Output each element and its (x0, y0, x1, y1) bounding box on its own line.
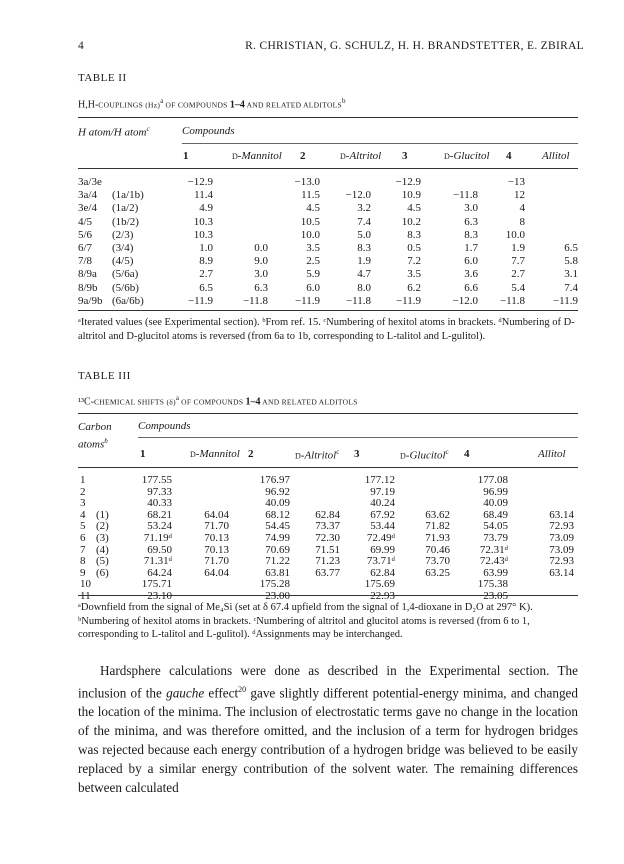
table2-cell: 1.9 (357, 255, 371, 268)
table2-title-text-3: AND RELATED ALDITOLS (244, 100, 343, 110)
table2-row-hexitol-atom: (4/5) (112, 255, 134, 268)
table3-row-atom: 5 (80, 520, 86, 533)
table2-cell: 7.7 (511, 255, 525, 268)
table3-column-header: D-Altritol$^c$ (295, 448, 340, 462)
table3-cell: 177.12 (364, 474, 395, 486)
table3-column-header: D-Glucitol$^c$ (400, 448, 449, 462)
body-paragraph-end: gave slightly different potential-energy minima, and changed the location of the minima. The inclusion of electrostatic terms gave no change in the location of the minima, and was therefore omitted, and the inclusion of a term for hydrogen bridges was rejected because each energy contribution of a hydrogen bridge was believed to be easily replaced by a similar energy contribution of the solvent water. The remaining differences between calculated (78, 685, 579, 796)
table3-row-atom: 2 (80, 485, 86, 498)
table2-cell: 7.4 (357, 215, 371, 228)
table3-cell: 68.49 (483, 508, 508, 521)
table2-cell: 4.5 (306, 202, 320, 215)
table2-row-atom: 4/5 (78, 215, 93, 228)
table3-atom-header-line2 (78, 434, 112, 452)
table3-column-header: 2 (248, 448, 254, 460)
table2-row-hexitol-atom: (1a/2) (112, 202, 139, 215)
table3-cell: 72.43ᵈ (479, 555, 508, 568)
table3-cell: 71.93 (425, 532, 450, 544)
table2-cell: 11.5 (301, 189, 320, 202)
table2-cell: 2.7 (511, 268, 525, 281)
table3-cell: 73.70 (425, 555, 450, 568)
table3-cell: 70.46 (425, 543, 450, 556)
table3-cell: 63.99 (483, 566, 508, 579)
table3-cell: 175.71 (141, 578, 172, 591)
table2-cell: 6.3 (254, 281, 268, 294)
table3-cell: 71.51 (315, 543, 340, 556)
table3-row-hexitol-atom: (2) (96, 520, 109, 533)
table3-cell: 68.21 (147, 508, 172, 521)
table3-cell: 70.69 (265, 543, 290, 556)
table2-row-hexitol-atom: (5/6b) (112, 281, 139, 294)
table3-cell: 70.13 (204, 543, 229, 556)
table3-cell: 67.92 (370, 508, 395, 521)
table2-cell: 3.6 (464, 268, 478, 281)
table3-cell: 71.23 (315, 555, 340, 568)
table2-cell: −11.8 (499, 294, 525, 307)
table2-cell: 10.9 (401, 189, 421, 202)
table2-cell: −12.0 (452, 294, 478, 307)
table3-cell: 175.28 (259, 578, 290, 591)
table3-cell: 175.38 (477, 578, 508, 591)
table3-row-atom: 7 (80, 543, 86, 556)
table2-column-header: D-Glucitol (444, 150, 490, 162)
table3-cell: 175.69 (364, 578, 395, 591)
table3-cell: 72.93 (549, 555, 574, 568)
table2-column-header: 1 (183, 150, 189, 162)
table2-bottom-rule (78, 310, 578, 311)
table3-row-hexitol-atom: (4) (96, 543, 109, 556)
table3-cell: 72.49ᵈ (366, 532, 395, 544)
table3-column-header: 1 (140, 448, 146, 460)
table3-bottom-rule (78, 595, 578, 596)
table3-title-sup-a: a (175, 394, 179, 402)
table3-row-atom: 11 (80, 590, 91, 602)
table3-row-atom: 10 (80, 578, 91, 591)
table3-cell: 23.00 (265, 590, 290, 602)
table2-title-compounds: 1–4 (229, 99, 245, 111)
table3-cell: 40.24 (370, 497, 395, 510)
table2-cell: 7.4 (564, 281, 578, 294)
table2-cell: 10.5 (300, 215, 320, 228)
table3-title-text-2: OF COMPOUNDS (179, 397, 246, 407)
table3-header-rule (78, 467, 578, 468)
table2-cell: 7.2 (407, 255, 421, 268)
table2-cell: 3.1 (564, 268, 578, 281)
table2-cell: −13 (507, 176, 525, 188)
table3-top-rule (78, 413, 578, 414)
table2-cell: 3.5 (407, 268, 421, 281)
table2-column-header: Allitol (542, 150, 570, 162)
table2-label: TABLE II (78, 72, 127, 84)
table3-label: TABLE III (78, 370, 131, 382)
table2-title-text-2: OF COMPOUNDS (163, 100, 230, 110)
table3-cell: 53.24 (147, 520, 172, 533)
table3-title-text-3: AND RELATED ALDITOLS (260, 397, 358, 407)
table2-row-hexitol-atom: (6a/6b) (112, 294, 144, 307)
table2-cell: 3.0 (464, 202, 478, 215)
table3-compounds-header: Compounds (138, 420, 191, 432)
table2-cell: 10.2 (401, 215, 421, 228)
table2-cell: 9.0 (254, 255, 268, 268)
table3-cell: 63.77 (315, 566, 340, 579)
table2-cell: 0.5 (407, 242, 421, 254)
table2-compounds-rule (182, 143, 578, 144)
table2-row-atom: 3e/4 (78, 202, 97, 215)
table3-column-header: 3 (354, 448, 360, 460)
table3-cell: 63.81 (265, 566, 290, 579)
table2-cell: 8.3 (407, 228, 421, 241)
table2-cell: −12.0 (345, 189, 371, 202)
table2-cell: −11.9 (552, 294, 578, 307)
table3-row-hexitol-atom: (5) (96, 555, 109, 568)
table2-row-atom: 7/8 (78, 255, 93, 268)
table3-row-atom: 8 (80, 555, 86, 568)
table2-cell: 3.0 (254, 268, 268, 281)
table2-top-rule (78, 117, 578, 118)
table2-title-sup-a: a (160, 97, 164, 105)
table2-cell: 10.3 (193, 215, 213, 228)
body-paragraph-start: Hardsphere calculations were done as described in the Experimental section. The inclusion of the (78, 663, 578, 701)
table2-cell: 3.5 (306, 242, 320, 254)
table2-row-hexitol-atom: (5/6a) (112, 268, 139, 281)
table3-atom-header (78, 420, 112, 452)
table3-title-prefix: ¹³C- (78, 396, 94, 408)
table2-row-atom: 9a/9b (78, 294, 103, 307)
table3-cell: 64.04 (204, 566, 229, 579)
table3-cell: 70.13 (204, 532, 229, 544)
table2-cell: 11.4 (194, 189, 213, 202)
table3-cell: 63.14 (549, 566, 574, 579)
table2-title-text: COUPLINGS (Hz) (98, 100, 161, 110)
table2-atom-header (78, 125, 150, 139)
table2-row-atom: 6/7 (78, 242, 93, 254)
table3-cell: 71.82 (425, 520, 450, 533)
table3-cell: 68.12 (265, 508, 290, 521)
table3-row-hexitol-atom: (6) (96, 566, 109, 579)
table3-row-atom: 3 (80, 497, 86, 510)
body-ref-sup: 20 (238, 685, 247, 694)
table2-atom-header-text: H atom/H atom (78, 126, 147, 139)
table3-cell: 62.84 (370, 566, 395, 579)
table2-cell: 3.2 (357, 202, 371, 215)
table2-cell: 6.3 (464, 215, 478, 228)
table2-cell: 5.9 (306, 268, 320, 281)
table3-cell: 71.22 (265, 555, 290, 568)
table3-cell: 73.71ᵈ (366, 555, 395, 568)
table3-cell: 40.33 (147, 497, 172, 510)
table2-cell: 6.5 (199, 281, 213, 294)
table2-cell: 1.7 (464, 242, 478, 254)
table2-cell: 4.5 (407, 202, 421, 215)
table2-cell: 6.6 (464, 281, 478, 294)
table3-cell: 63.62 (425, 508, 450, 521)
table2-row-atom: 3a/4 (78, 189, 97, 202)
table2-title-sup-b: b (342, 97, 346, 105)
table2-row-atom: 8/9b (78, 281, 98, 294)
table3-column-header: Allitol (538, 448, 566, 460)
table3-cell: 177.08 (477, 474, 508, 486)
table2-cell: 12 (514, 189, 525, 202)
table2-title-prefix: H,H- (78, 99, 99, 111)
table2-cell: 8.3 (357, 242, 371, 254)
table2-cell: 1.9 (511, 242, 525, 254)
table3-cell: 96.92 (265, 485, 290, 498)
table3-cell: 62.84 (315, 508, 340, 521)
table3-cell: 71.70 (204, 555, 229, 568)
table2-column-header: D-Altritol (340, 150, 382, 162)
table2-cell: −11.8 (345, 294, 371, 307)
table3-cell: 40.09 (483, 497, 508, 510)
table3-row-atom: 4 (80, 508, 86, 521)
table3-cell: 96.99 (483, 485, 508, 498)
table3-atom-header-line1: Carbon (78, 421, 112, 433)
table3-footnote: ᵃDownfield from the signal of Me₄Si (set at δ 67.4 upfield from the signal of 1,4-dioxane in D₂O at 297° K). ᵇNumbering of hexitol atoms in brackets. ᶜNumbering of altritol and glucitol atoms is reversed (from 6 to 1, corresponding to L-talitol and L-gulitol). ᵈAssignments may be interchanged. (78, 602, 533, 640)
table2-cell: 1.0 (199, 242, 213, 254)
table3-title (78, 394, 358, 407)
table2-cell: 2.7 (199, 268, 213, 281)
table3-atom-header-sup: b (104, 437, 108, 445)
body-text (78, 661, 578, 797)
table3-cell: 71.19ᵈ (143, 532, 172, 544)
table3-cell: 53.44 (370, 520, 395, 533)
table2-cell: −11.8 (242, 294, 268, 307)
table2-column-header: 2 (300, 150, 306, 162)
table2-atom-header-sup: c (146, 125, 150, 133)
table3-cell: 23.10 (147, 590, 172, 602)
table2-header-rule (78, 168, 578, 169)
table2-cell: 5.4 (511, 281, 525, 294)
running-head-authors: R. CHRISTIAN, G. SCHULZ, H. H. BRANDSTETTER, E. ZBIRAL (245, 40, 584, 52)
table3-cell: 97.33 (147, 485, 172, 498)
table3-cell: 177.55 (141, 474, 172, 486)
table2-cell: 10.0 (505, 228, 525, 241)
table2-cell: −12.9 (187, 176, 213, 188)
table2-column-header: D-Mannitol (232, 150, 282, 162)
table3-cell: 23.05 (483, 590, 508, 602)
table3-column-header: 4 (464, 448, 470, 460)
table3-cell: 54.45 (265, 520, 290, 533)
table3-row-hexitol-atom: (1) (96, 508, 109, 521)
table3-cell: 63.25 (425, 566, 450, 579)
table3-cell: 71.31ᵈ (143, 555, 172, 568)
table2-column-header: 4 (506, 150, 512, 162)
table3-cell: 97.19 (370, 485, 395, 498)
table3-cell: 72.31ᵈ (479, 543, 508, 556)
table2-cell: 8.9 (199, 255, 213, 268)
table3-cell: 64.24 (147, 566, 172, 579)
table3-cell: 73.79 (483, 532, 508, 544)
table2-cell: 2.5 (306, 255, 320, 268)
table3-cell: 63.14 (549, 508, 574, 521)
table3-cell: 73.37 (315, 520, 340, 533)
table2-cell: −12.9 (395, 176, 421, 188)
table2-row-hexitol-atom: (2/3) (112, 228, 134, 241)
table3-title-compounds: 1–4 (245, 396, 261, 408)
table3-cell: 54.05 (483, 520, 508, 533)
table2-cell: −13.0 (294, 176, 320, 188)
table2-cell: 8.0 (357, 281, 371, 294)
table2-compounds-header: Compounds (182, 125, 235, 137)
table2-row-hexitol-atom: (3/4) (112, 242, 134, 254)
table2-row-atom: 3a/3e (78, 176, 102, 188)
table2-cell: −11.9 (294, 294, 320, 307)
table3-row-hexitol-atom: (3) (96, 532, 109, 544)
table2-row-hexitol-atom: (1a/1b) (112, 189, 144, 202)
table2-cell: 6.2 (407, 281, 421, 294)
table3-column-header: D-Mannitol (190, 448, 240, 460)
table2-row-hexitol-atom: (1b/2) (112, 215, 139, 228)
table3-cell: 176.97 (259, 474, 290, 486)
table3-cell: 74.99 (265, 532, 290, 544)
table3-cell: 64.04 (204, 508, 229, 521)
table2-cell: 0.0 (254, 242, 268, 254)
table2-cell: 8 (519, 215, 525, 228)
page-number: 4 (78, 40, 84, 52)
table2-cell: 4.9 (199, 202, 213, 215)
table2-footnote: ᵃIterated values (see Experimental section). ᵇFrom ref. 15. ᶜNumbering of hexitol atoms in brackets. ᵈNumbering of D-altritol and D-glucitol atoms is reversed (from 6a to 1b, corresponding to L-talitol and L-gulitol). (78, 317, 575, 342)
table2-cell: 5.0 (357, 228, 371, 241)
table2-cell: 4.7 (357, 268, 371, 281)
table3-row-atom: 1 (80, 474, 86, 486)
table3-cell: 69.99 (370, 543, 395, 556)
table3-cell: 71.70 (204, 520, 229, 533)
table3-cell: 73.09 (549, 532, 574, 544)
body-effect-word: effect (204, 685, 239, 701)
table2-cell: 10.3 (193, 228, 213, 241)
table2-cell: 6.0 (464, 255, 478, 268)
table2-cell: 6.0 (306, 281, 320, 294)
table3-cell: 69.50 (147, 543, 172, 556)
table3-cell: 22.93 (370, 590, 395, 602)
body-paragraph (78, 661, 578, 797)
table3-cell: 40.09 (265, 497, 290, 510)
table2-cell: −11.9 (187, 294, 213, 307)
table2-title (78, 97, 346, 110)
table2-cell: −11.8 (452, 189, 478, 202)
table3-cell: 72.93 (549, 520, 574, 533)
table3-cell: 72.30 (315, 532, 340, 544)
table3-atom-header-text: atoms (78, 438, 105, 451)
table3-row-atom: 6 (80, 532, 86, 544)
table3-title-text: CHEMICAL SHIFTS (δ) (94, 397, 176, 407)
table2-row-atom: 5/6 (78, 228, 93, 241)
table2-cell: 4 (519, 202, 525, 215)
table2-cell: −11.9 (395, 294, 421, 307)
table3-row-atom: 9 (80, 566, 86, 579)
table2-cell: 6.5 (564, 242, 578, 254)
table2-row-atom: 8/9a (78, 268, 97, 281)
table3-cell: 73.09 (549, 543, 574, 556)
table2-column-header: 3 (402, 150, 408, 162)
body-gauche-term: gauche (166, 685, 205, 701)
table2-cell: 5.8 (564, 255, 578, 268)
table3-compounds-rule (138, 437, 578, 438)
table2-cell: 8.3 (464, 228, 478, 241)
table2-cell: 10.0 (300, 228, 320, 241)
